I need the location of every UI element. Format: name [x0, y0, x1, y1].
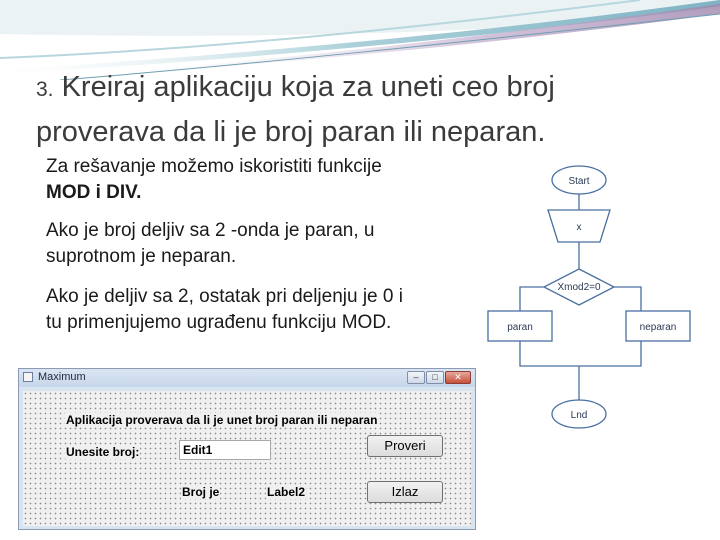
- close-button[interactable]: ✕: [445, 371, 471, 384]
- title-line-1: Kreiraj aplikaciju koja za uneti ceo broj: [61, 71, 555, 103]
- heading-label: Aplikacija proverava da li je unet broj paran ili neparan: [66, 413, 378, 427]
- izlaz-button[interactable]: Izlaz: [367, 481, 443, 503]
- window-title-bar[interactable]: [19, 369, 475, 387]
- slide-title: [36, 66, 706, 153]
- title-number: 3.: [36, 78, 54, 101]
- paragraph-3-line-2: tu primenjujemo ugrađenu funkciju MOD.: [46, 312, 392, 333]
- result-value-label: Label2: [267, 485, 306, 499]
- minimize-button[interactable]: –: [407, 371, 425, 384]
- form-design-surface[interactable]: [23, 391, 471, 526]
- maximize-button[interactable]: □: [426, 371, 444, 384]
- paragraph-3-line-1: Ako je deljiv sa 2, ostatak pri deljenju je 0 i: [46, 286, 403, 307]
- window-title: Maximum: [38, 371, 86, 383]
- flowchart: [478, 148, 704, 460]
- paragraph-functions: [46, 154, 476, 206]
- prompt-label: Unesite broj:: [66, 445, 140, 459]
- result-caption-label: Broj je: [182, 485, 220, 499]
- paragraph-1-line-1: Za rešavanje možemo iskoristiti funkcije: [46, 156, 382, 177]
- flow-neparan-label: neparan: [639, 322, 677, 333]
- flow-start-label: Start: [568, 176, 590, 187]
- paragraph-2-line-2: suprotnom je neparan.: [46, 246, 237, 267]
- flow-condition-label: Xmod2=0: [557, 282, 601, 293]
- flow-end-label: Lnd: [570, 410, 588, 421]
- paragraph-remainder: [46, 284, 476, 336]
- title-line-2: proverava da li je broj paran ili neparan.: [36, 116, 546, 148]
- paragraph-2-line-1: Ako je broj deljiv sa 2 -onda je paran, u: [46, 220, 375, 241]
- paragraph-divisible: [46, 218, 476, 270]
- flow-paran-label: paran: [507, 322, 533, 333]
- number-edit-field[interactable]: Edit1: [179, 440, 271, 460]
- proveri-button[interactable]: Proveri: [367, 435, 443, 457]
- form-window: [18, 368, 476, 530]
- app-icon: [23, 372, 33, 382]
- paragraph-1-line-2: MOD i DIV.: [46, 182, 142, 203]
- flow-input-label: x: [576, 222, 582, 233]
